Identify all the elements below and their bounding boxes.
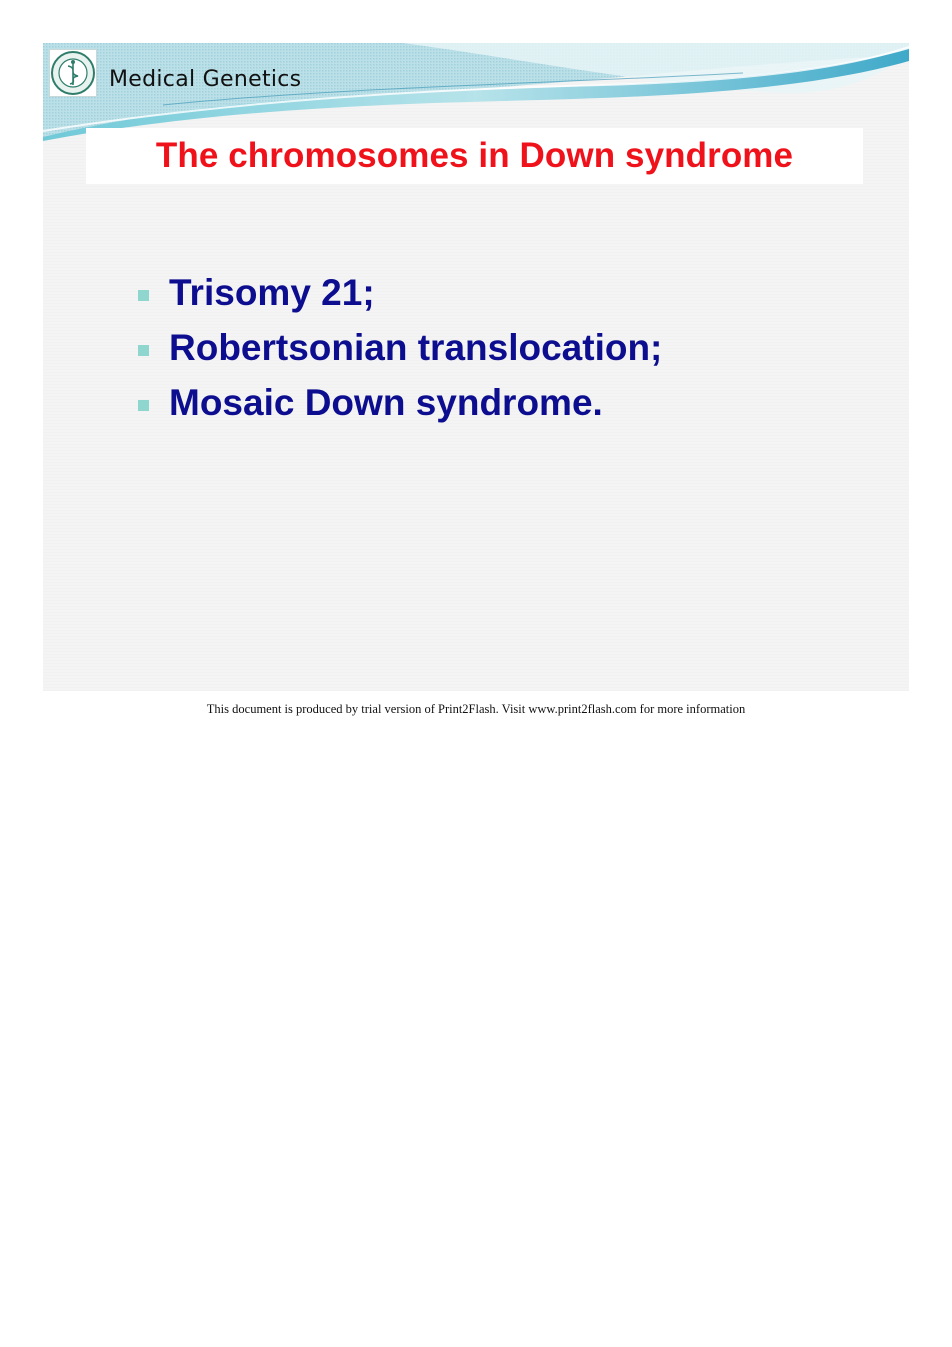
- square-bullet-icon: [138, 290, 149, 301]
- slide-title: The chromosomes in Down syndrome: [155, 136, 794, 175]
- bullet-text: Robertsonian translocation;: [169, 326, 663, 368]
- bullet-text: Trisomy 21;: [169, 271, 375, 313]
- list-item: [138, 320, 662, 375]
- university-seal-icon: [49, 49, 97, 97]
- bullet-text: Mosaic Down syndrome.: [169, 381, 603, 423]
- square-bullet-icon: [138, 400, 149, 411]
- trial-watermark-note: This document is produced by trial version of Print2Flash. Visit www.print2flash.com for more information: [206, 702, 746, 716]
- square-bullet-icon: [138, 345, 149, 356]
- list-item: [138, 375, 662, 430]
- list-item: [138, 265, 662, 320]
- slide: [43, 43, 909, 691]
- course-title: Medical Genetics: [109, 67, 302, 92]
- bullet-list: [138, 265, 662, 430]
- slide-title-box: [86, 128, 863, 184]
